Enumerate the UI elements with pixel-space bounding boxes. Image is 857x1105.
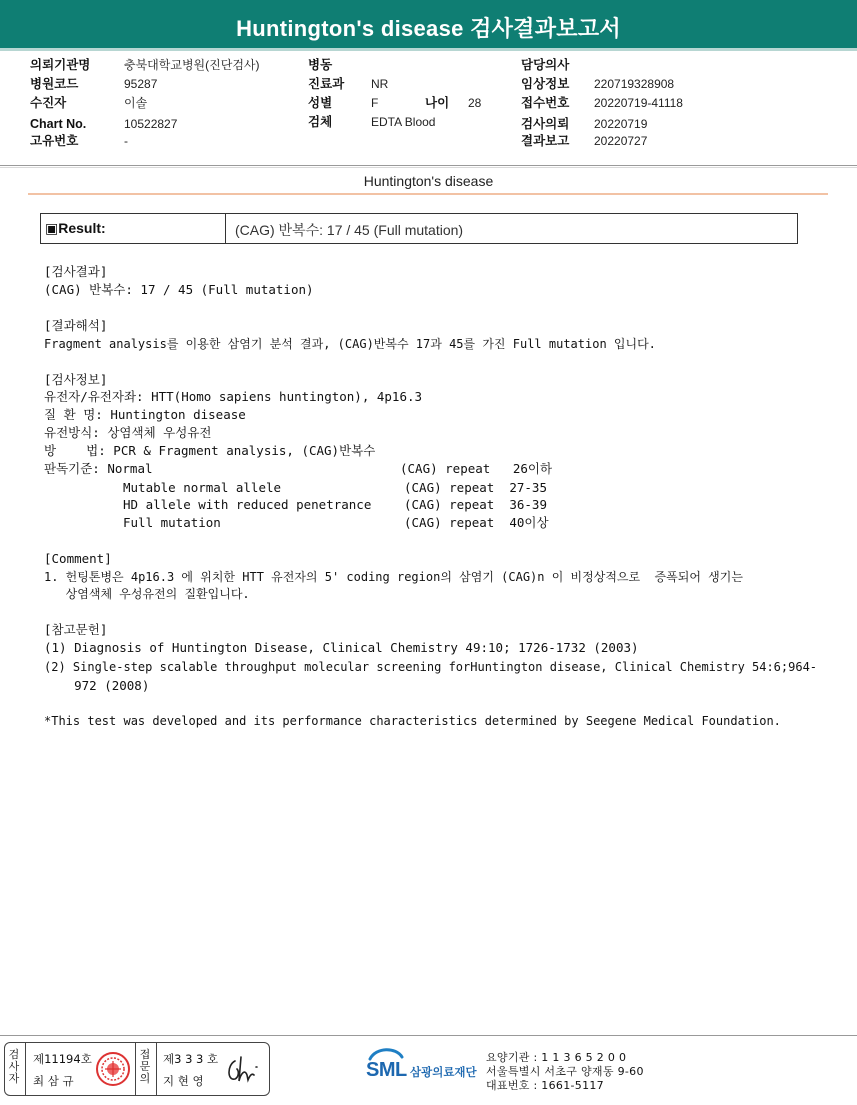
reference-1: (1) Diagnosis of Huntington Disease, Clinical Chemistry 49:10; 1726-1732 (2003) (44, 640, 639, 655)
checker-name: 지 현 영 (163, 1074, 204, 1088)
sex-value: F (371, 96, 379, 110)
header-divider-light (0, 167, 857, 168)
sml-logo-text: SML (366, 1059, 407, 1081)
hospital-code-value: 95287 (124, 77, 158, 91)
comment-heading: [Comment] (44, 551, 112, 566)
signature-separator (135, 1043, 136, 1095)
sml-logo (366, 1047, 477, 1085)
criteria-full-range: (CAG) repeat 40이상 (404, 515, 549, 530)
criteria-mutable-range: (CAG) repeat 27-35 (404, 480, 547, 495)
age-label: 나이 (425, 96, 450, 110)
department-value: NR (371, 77, 389, 91)
method-line: 방 법: PCR & Fragment analysis, (CAG)반복수 (44, 443, 376, 458)
report-title-bar (0, 0, 857, 51)
checker-license-no: 제3 3 3 호 (163, 1052, 219, 1066)
hospital-name-label: 의뢰기관명 (30, 58, 91, 72)
result-value: (CAG) 반복수: 17 / 45 (Full mutation) (235, 222, 464, 238)
hospital-code-label: 병원코드 (30, 77, 79, 91)
signature-box (4, 1042, 270, 1096)
facility-code: 요양기관 : 1 1 3 6 5 2 0 0 (486, 1051, 627, 1064)
section-title: Huntington's disease (363, 173, 494, 189)
unique-no-value: - (124, 134, 128, 148)
result-box (40, 213, 798, 244)
result-text: (CAG) 반복수: 17 / 45 (Full mutation) (44, 282, 314, 297)
specimen-label: 검체 (308, 115, 333, 129)
receipt-no-label: 접수번호 (521, 96, 570, 110)
reference-2-cont: 972 (2008) (44, 678, 150, 693)
report-title: Huntington's disease 검사결과보고서 (236, 16, 621, 41)
doctor-label: 담당의사 (521, 58, 570, 72)
patient-label: 수진자 (30, 96, 67, 110)
request-date-label: 검사의뢰 (521, 117, 570, 131)
interpretation-heading: [결과해석] (44, 318, 108, 333)
result-heading: [검사결과] (44, 264, 108, 279)
checker-label: 접 문 의 (139, 1048, 151, 1085)
tester-label: 검 사 자 (8, 1048, 20, 1085)
tester-name: 최 삼 규 (33, 1074, 74, 1088)
org-address: 서울특별시 서초구 양재동 9-60 (486, 1065, 644, 1078)
signature-separator (156, 1043, 157, 1095)
criteria-hd-reduced-label: HD allele with reduced penetrance (123, 497, 372, 512)
hospital-name-value: 충북대학교병원(진단검사) (124, 58, 260, 72)
handwritten-signature-icon (223, 1053, 263, 1087)
disease-name-line: 질 환 명: Huntington disease (44, 407, 246, 422)
disclaimer: *This test was developed and its performance characteristics determined by Seegene Medical Foundation. (44, 714, 781, 728)
ward-label: 병동 (308, 58, 333, 72)
inheritance-line: 유전방식: 상염색체 우성유전 (44, 425, 212, 440)
request-date-value: 20220719 (594, 117, 648, 131)
criteria-normal-range: (CAG) repeat 26이하 (400, 461, 553, 476)
patient-value: 이솔 (124, 96, 148, 110)
reference-2: (2) Single-step scalable throughput molecular screening forHuntington disease, Clinical Chemistry 54:6;964- (44, 660, 818, 674)
interpretation-text: Fragment analysis를 이용한 삼염기 분석 결과, (CAG)반복수 17과 45를 가진 Full mutation 입니다. (44, 337, 656, 351)
test-info-heading: [검사정보] (44, 372, 108, 387)
gene-locus-line: 유전자/유전자좌: HTT(Homo sapiens huntington), 4p16.3 (44, 389, 423, 404)
department-label: 진료과 (308, 77, 345, 91)
chart-no-value: 10522827 (124, 117, 178, 131)
sex-label: 성별 (308, 96, 333, 110)
tester-license-no: 제11194호 (33, 1052, 92, 1066)
footer-divider (0, 1035, 857, 1036)
specimen-value: EDTA Blood (371, 115, 436, 129)
result-label: ▣Result: (45, 220, 106, 236)
unique-no-label: 고유번호 (30, 134, 79, 148)
signature-separator (25, 1043, 26, 1095)
section-underline (28, 193, 828, 195)
report-date-label: 결과보고 (521, 134, 570, 148)
seal-stamp-icon (95, 1051, 131, 1087)
report-date-value: 20220727 (594, 134, 648, 148)
references-heading: [참고문헌] (44, 622, 108, 637)
org-phone: 대표번호 : 1661-5117 (486, 1079, 604, 1092)
comment-line-1: 1. 헌팅톤병은 4p16.3 에 위치한 HTT 유전자의 5' coding region의 삼염기 (CAG)n 이 비정상적으로 증폭되어 생기는 (44, 570, 743, 584)
receipt-no-value: 20220719-41118 (594, 96, 683, 110)
criteria-hd-reduced-range: (CAG) repeat 36-39 (404, 497, 547, 512)
clinical-info-label: 임상정보 (521, 77, 570, 91)
criteria-full-label: Full mutation (123, 515, 221, 530)
criteria-normal-label: 판독기준: Normal (44, 461, 153, 476)
chart-no-label: Chart No. (30, 117, 87, 131)
comment-line-2: 상염색체 우성유전의 질환입니다. (44, 587, 250, 601)
age-value: 28 (468, 96, 482, 110)
header-divider (0, 165, 857, 166)
org-name: 삼광의료재단 (410, 1065, 477, 1079)
criteria-mutable-label: Mutable normal allele (123, 480, 282, 495)
clinical-info-value: 220719328908 (594, 77, 675, 91)
